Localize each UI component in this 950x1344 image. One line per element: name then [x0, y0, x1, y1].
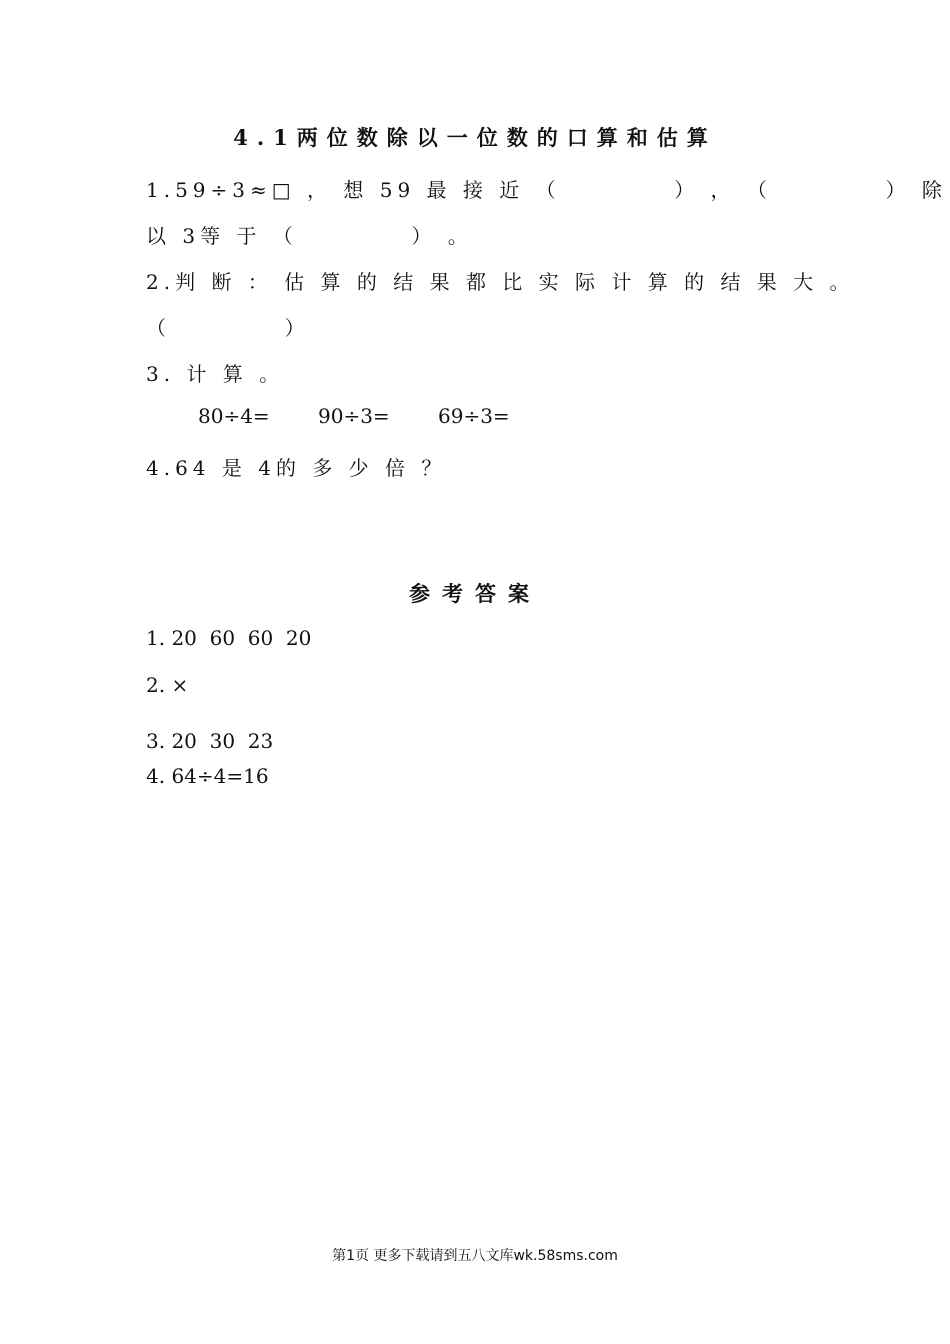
worksheet-title: 4.1两位数除以一位数的口算和估算	[233, 125, 717, 150]
calc-item: 80÷4=	[198, 404, 270, 428]
question-1-line-2: 以 3等 于 （ ） 。	[146, 224, 473, 248]
answer-3: 3. 20 30 23	[146, 729, 274, 753]
question-2-line-2: （ ）	[146, 316, 310, 340]
calc-item: 69÷3=	[438, 404, 510, 428]
question-3-title: 3. 计 算 。	[146, 362, 285, 386]
question-2-line-1: 2.判 断 ： 估 算 的 结 果 都 比 实 际 计 算 的 结 果 大 。	[146, 270, 855, 294]
calc-item: 90÷3=	[318, 404, 390, 428]
answer-2: 2. ×	[146, 673, 189, 697]
answers-title: 参考答案	[409, 581, 541, 606]
answer-1: 1. 20 60 60 20	[146, 626, 312, 650]
question-1-line-1: 1.59÷3≈□ ， 想 59 最 接 近 （ ） ， （ ） 除	[146, 178, 947, 202]
answer-4: 4. 64÷4=16	[146, 764, 269, 788]
question-4: 4.64 是 4的 多 少 倍 ？	[146, 456, 447, 480]
page-footer: 第1页 更多下载请到五八文库wk.58sms.com	[332, 1248, 618, 1264]
